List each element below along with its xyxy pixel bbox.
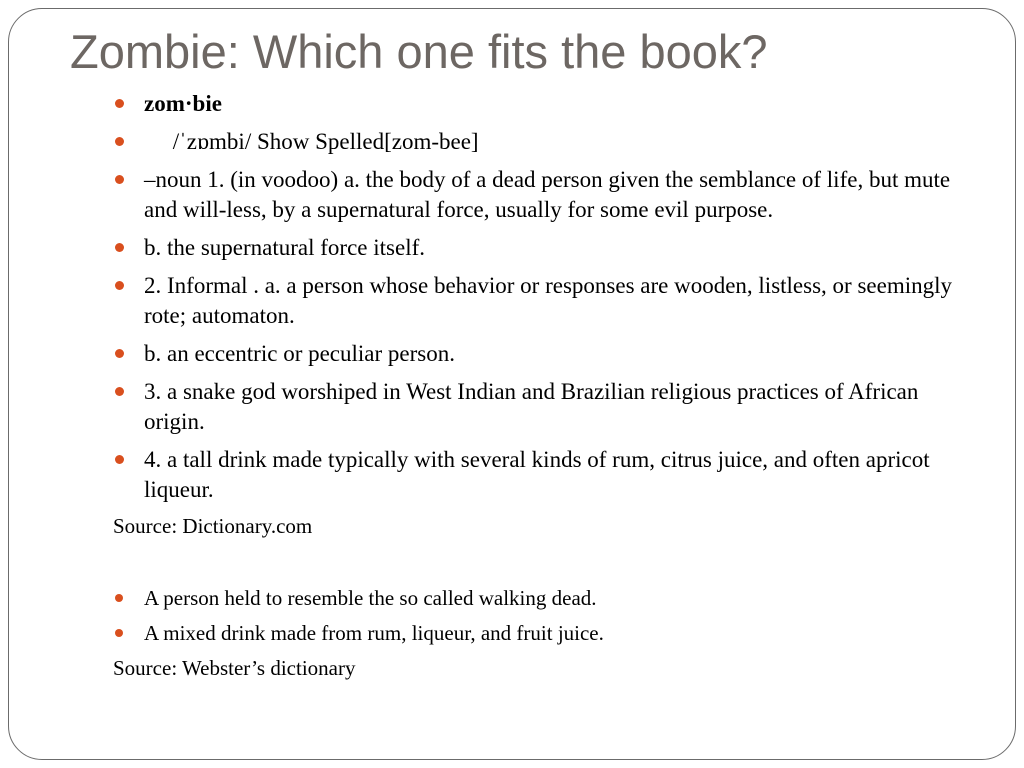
bullet-item <box>113 445 963 505</box>
bullet-item <box>113 165 963 225</box>
bullet-dot-icon <box>115 243 124 252</box>
definition-text: –noun 1. (in voodoo) a. the body of a dead person given the semblance of life, but mute and will-less, by a supernatural force, usually for some evil purpose. <box>144 167 951 222</box>
definition-text: 3. a snake god worshiped in West Indian and Brazilian religious practices of African origin. <box>144 379 919 434</box>
bullet-dot-icon <box>115 281 124 290</box>
source-citation: Source: Webster’s dictionary <box>113 656 356 680</box>
bullet-item <box>113 585 963 611</box>
bullet-dot-icon <box>115 455 124 464</box>
bullet-item <box>113 89 963 119</box>
pronunciation: /ˈzɒmbi/ Show Spelled[zom-bee] <box>144 129 479 154</box>
bullet-item <box>113 271 963 331</box>
definition-text: A mixed drink made from rum, liqueur, and fruit juice. <box>144 621 604 645</box>
definition-text: 4. a tall drink made typically with several kinds of rum, citrus juice, and often apricot liqueur. <box>144 447 930 502</box>
bullet-dot-icon <box>115 387 124 396</box>
bullet-item <box>113 377 963 437</box>
bullet-item <box>113 620 963 646</box>
definition-text: A person held to resemble the so called walking dead. <box>144 586 597 610</box>
bullet-dot-icon <box>115 137 124 146</box>
slide-content <box>113 89 963 690</box>
bullet-dot-icon <box>115 175 124 184</box>
bullet-item <box>113 127 963 157</box>
definition-text: b. an eccentric or peculiar person. <box>144 341 455 366</box>
bullet-dot-icon <box>115 349 124 358</box>
source-citation: Source: Dictionary.com <box>113 514 313 538</box>
headword: zom·bie <box>144 91 222 116</box>
spacer <box>113 548 963 585</box>
bullet-item <box>113 233 963 263</box>
bullet-dot-icon <box>115 99 124 108</box>
definition-text: 2. Informal . a. a person whose behavior or responses are wooden, listless, or seemingly rote; automaton. <box>144 273 952 328</box>
bullet-dot-icon <box>115 629 123 637</box>
bullet-item <box>113 339 963 369</box>
slide-title: Zombie: Which one fits the book? <box>70 25 768 78</box>
bullet-dot-icon <box>115 594 123 602</box>
definition-text: b. the supernatural force itself. <box>144 235 425 260</box>
